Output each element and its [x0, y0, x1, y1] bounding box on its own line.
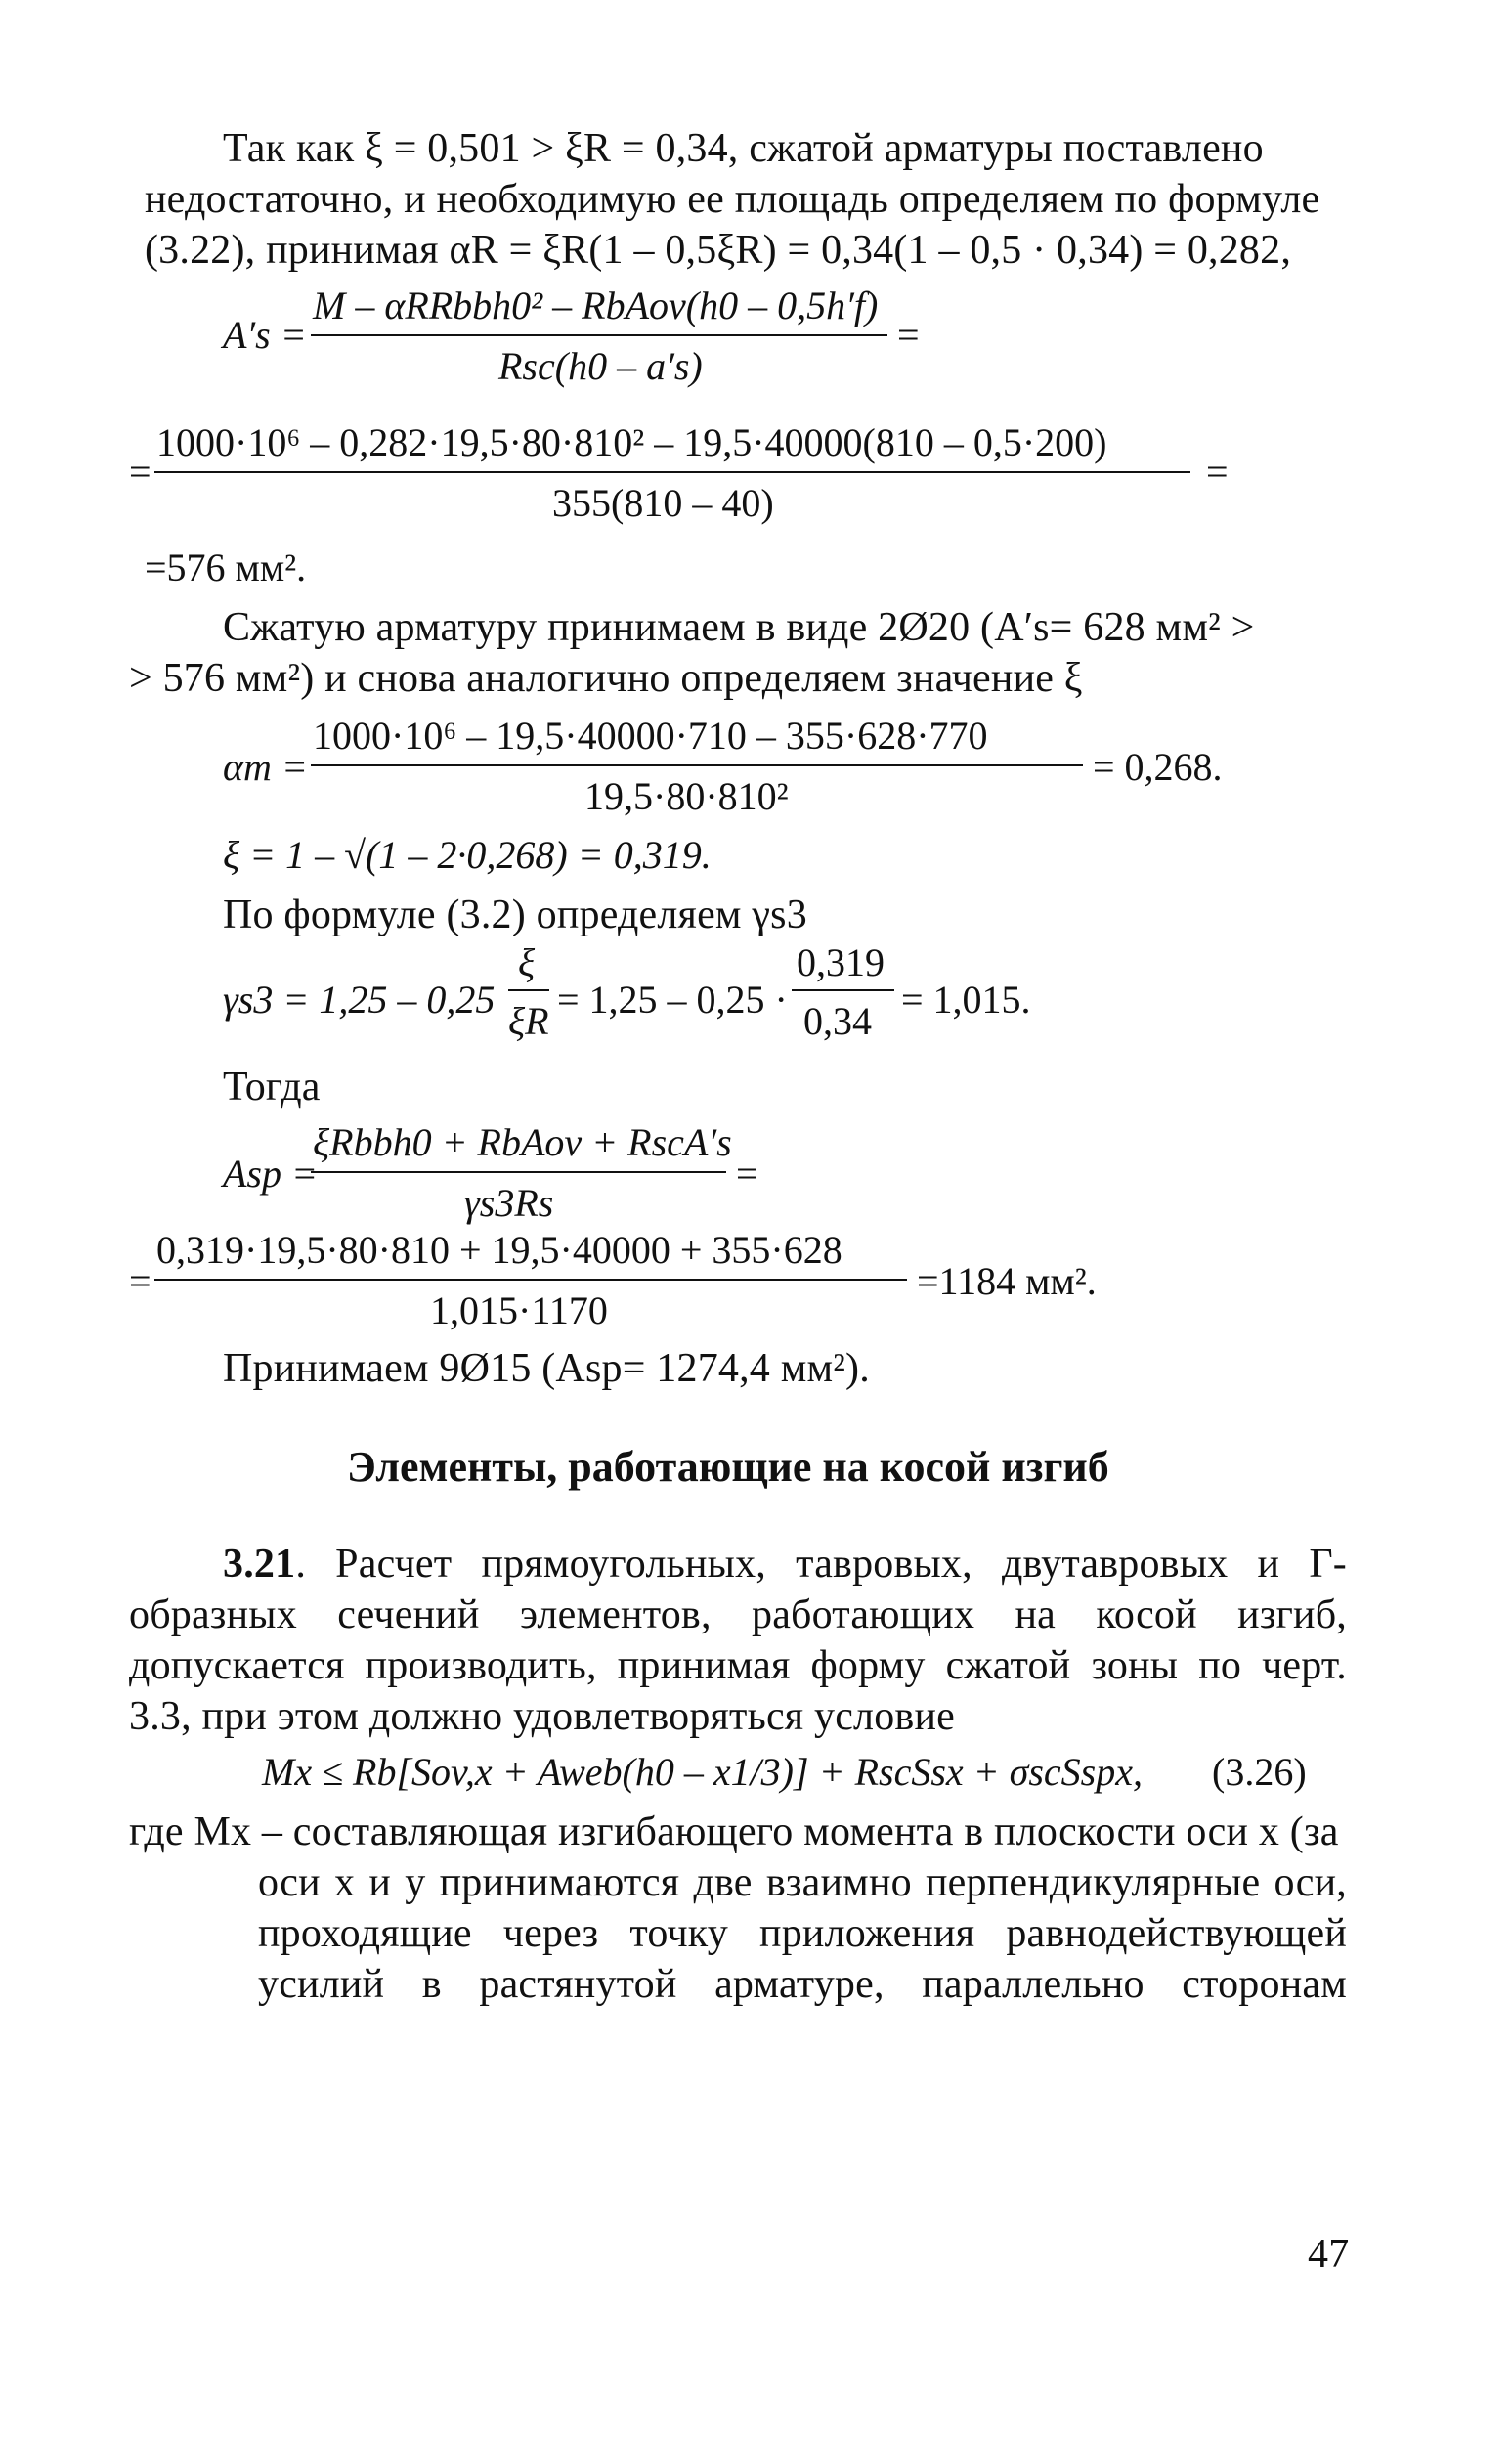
fraction-bar	[311, 334, 887, 336]
equation-result: =576 мм².	[145, 545, 307, 589]
equation-result: = 0,268.	[1093, 745, 1223, 789]
text-line: > 576 мм²) и снова аналогично определяем значение ξ	[129, 656, 1083, 701]
equation-result: = 1,015.	[901, 978, 1031, 1022]
paragraph-number: 3.21	[223, 1542, 296, 1587]
equation-denominator: Rsc(h0 – a′s)	[498, 344, 703, 388]
text-line: Так как ξ = 0,501 > ξR = 0,34, сжатой арматуры поставлено	[223, 126, 1264, 171]
fraction-bar	[154, 1279, 907, 1281]
equation: ξ = 1 – √(1 – 2·0,268) = 0,319.	[223, 833, 712, 877]
equation-denominator: γs3Rs	[464, 1181, 554, 1225]
fraction-bar	[311, 764, 1083, 766]
text-line: По формуле (3.2) определяем γs3	[223, 893, 807, 937]
text-line: Сжатую арматуру принимаем в виде 2Ø20 (A′s= 628 мм² >	[223, 605, 1255, 650]
equation-lhs: Asp =	[223, 1152, 318, 1196]
equation-number: (3.26)	[1212, 1750, 1307, 1794]
equation-tail: =	[897, 313, 920, 357]
paragraph-line: допускается производить, принимая форму сжатой зоны по черт.	[129, 1643, 1347, 1688]
equation-tail: =	[736, 1152, 758, 1196]
definition-line: усилий в растянутой арматуре, параллельно сторонам	[258, 1962, 1347, 2007]
fraction-numerator: ξ	[518, 940, 536, 984]
equation-tail: =	[1206, 450, 1229, 494]
text-line: Принимаем 9Ø15 (Asp= 1274,4 мм²).	[223, 1346, 870, 1391]
paragraph-text: . Расчет прямоугольных, тавровых, двутавровых и Г-	[295, 1542, 1347, 1587]
equation-numerator: 0,319·19,5·80·810 + 19,5·40000 + 355·628	[156, 1228, 842, 1272]
equation-lhs: A′s =	[223, 313, 307, 357]
fraction-denominator: 0,34	[803, 999, 872, 1043]
text-line: недостаточно, и необходимую ее площадь определяем по формуле	[145, 177, 1320, 222]
equation: Mx ≤ Rb[Sov,x + Aweb(h0 – x1/3)] + RscSsx + σscSspx,	[262, 1750, 1143, 1794]
equation-lead: =	[129, 1259, 151, 1303]
definition-line: проходящие через точку приложения равнодействующей	[258, 1911, 1347, 1956]
equation-lead: =	[129, 450, 151, 494]
equation-denominator: 1,015·1170	[430, 1288, 608, 1332]
equation-numerator: ξRbbh0 + RbAov + RscA′s	[313, 1120, 732, 1164]
paragraph-line: образных сечений элементов, работающих на косой изгиб,	[129, 1592, 1347, 1637]
text-line: (3.22), принимая αR = ξR(1 – 0,5ξR) = 0,34(1 – 0,5 · 0,34) = 0,282,	[145, 228, 1292, 273]
section-heading: Элементы, работающие на косой изгиб	[347, 1443, 1109, 1491]
text-line: Тогда	[223, 1065, 321, 1110]
page-number: 47	[1308, 2232, 1350, 2277]
fraction-bar	[154, 471, 1190, 473]
equation-numerator: 1000·10⁶ – 19,5·40000·710 – 355·628·770	[313, 714, 988, 758]
equation-result: =1184 мм².	[917, 1259, 1097, 1303]
equation-numerator: 1000·10⁶ – 0,282·19,5·80·810² – 19,5·40000(810 – 0,5·200)	[156, 420, 1107, 464]
equation-mid: = 1,25 – 0,25 ·	[557, 978, 788, 1022]
paragraph-line: 3.3, при этом должно удовлетворяться условие	[129, 1694, 955, 1739]
fraction-bar	[311, 1171, 726, 1173]
fraction-numerator: 0,319	[797, 940, 885, 984]
paragraph-line	[223, 1541, 1347, 1588]
fraction-bar	[508, 989, 549, 991]
fraction-bar	[792, 989, 894, 991]
equation-denominator: 355(810 – 40)	[552, 481, 774, 525]
equation-lhs: γs3 = 1,25 – 0,25	[223, 978, 496, 1022]
definition-line: где Mx – составляющая изгибающего момента в плоскости оси x (за	[129, 1809, 1339, 1854]
equation-denominator: 19,5·80·810²	[584, 774, 789, 818]
definition-line: оси x и y принимаются две взаимно перпендикулярные оси,	[258, 1860, 1347, 1905]
fraction-denominator: ξR	[508, 999, 549, 1043]
equation-numerator: M – αRRbbh0² – RbAov(h0 – 0,5h′f)	[313, 283, 879, 327]
equation-lhs: αm =	[223, 745, 308, 789]
